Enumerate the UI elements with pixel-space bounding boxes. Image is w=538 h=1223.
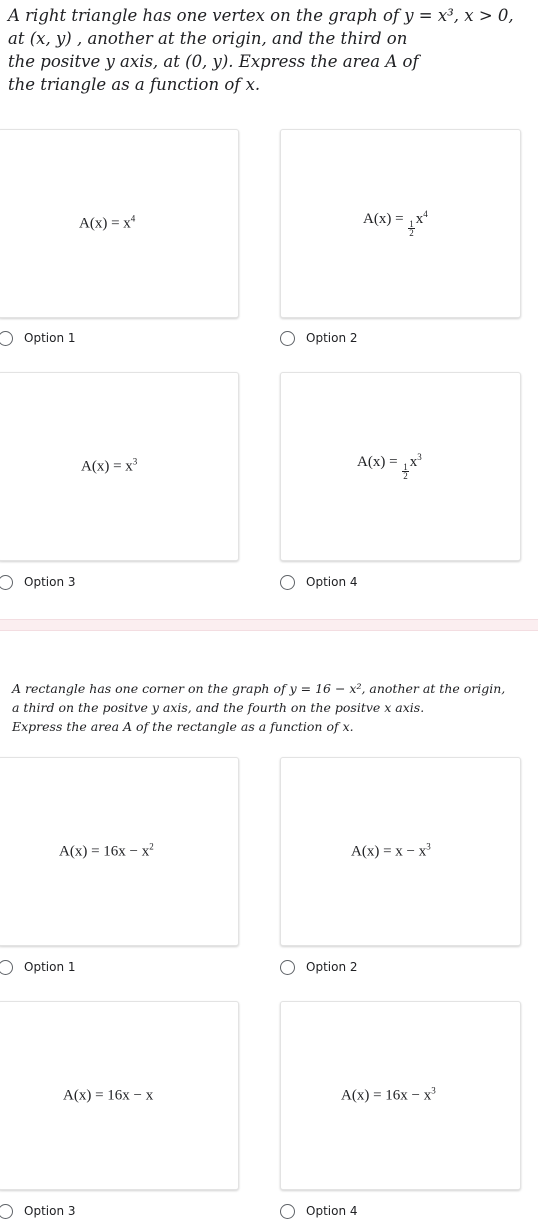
question-1-line: A right triangle has one vertex on the graph of y = x³, x > 0, xyxy=(8,6,514,25)
option-4-label: Option 4 xyxy=(306,575,358,589)
q2-option-1-formula xyxy=(59,843,154,860)
q2-option-3-card[interactable] xyxy=(0,1001,239,1190)
q2-option-1-card[interactable] xyxy=(0,757,239,946)
formula-exponent: 3 xyxy=(417,451,422,462)
formula-text: A(x) = xyxy=(357,453,402,470)
formula-exponent: 3 xyxy=(431,1085,436,1095)
formula-text: A(x) = 16x − x xyxy=(59,843,150,859)
question-2-line: a third on the positve y axis, and the fourth on the positve x axis. xyxy=(12,700,425,715)
fraction-numerator: 1 xyxy=(403,461,408,472)
formula-exponent: 4 xyxy=(423,208,428,219)
question-1-text xyxy=(8,4,533,96)
formula-exponent: 4 xyxy=(130,213,136,223)
fraction xyxy=(402,463,409,480)
formula-exponent: 3 xyxy=(426,841,431,851)
option-4-formula xyxy=(357,451,422,481)
option-1-choice[interactable] xyxy=(0,328,76,348)
q2-option-3-choice[interactable] xyxy=(0,1201,76,1221)
q2-option-3-formula xyxy=(63,1087,153,1104)
formula-variable: x xyxy=(415,210,424,227)
option-4-choice[interactable] xyxy=(280,572,358,592)
q2-option-4-label: Option 4 xyxy=(306,1204,358,1218)
option-2-choice[interactable] xyxy=(280,328,358,348)
formula-variable: x xyxy=(409,453,418,470)
q2-option-3-label: Option 3 xyxy=(24,1204,76,1218)
option-2-card[interactable] xyxy=(280,129,521,318)
option-3-label: Option 3 xyxy=(24,575,76,589)
formula-exponent: 3 xyxy=(132,456,138,466)
option-1-label: Option 1 xyxy=(24,331,76,345)
option-2-radio[interactable] xyxy=(280,331,295,346)
q2-option-2-label: Option 2 xyxy=(306,960,358,974)
formula-text: A(x) = x xyxy=(79,215,131,231)
option-2-label: Option 2 xyxy=(306,331,358,345)
q2-option-2-choice[interactable] xyxy=(280,957,358,977)
option-1-card[interactable] xyxy=(0,129,239,318)
fraction-denominator: 2 xyxy=(403,470,408,481)
option-4-card[interactable] xyxy=(280,372,521,561)
formula-text: A(x) = xyxy=(363,210,408,227)
q2-option-2-radio[interactable] xyxy=(280,960,295,975)
fraction xyxy=(408,220,415,237)
option-3-formula xyxy=(81,458,137,475)
formula-text: A(x) = x xyxy=(81,458,133,474)
option-1-radio[interactable] xyxy=(0,331,13,346)
option-3-card[interactable] xyxy=(0,372,239,561)
question-divider xyxy=(0,619,538,631)
q2-option-3-radio[interactable] xyxy=(0,1204,13,1219)
fraction-numerator: 1 xyxy=(409,218,414,229)
question-2-line: Express the area A of the rectangle as a function of x. xyxy=(12,719,354,734)
question-2-line: A rectangle has one corner on the graph of y = 16 − x², another at the origin, xyxy=(12,681,506,696)
q2-option-4-choice[interactable] xyxy=(280,1201,358,1221)
q2-option-1-radio[interactable] xyxy=(0,960,13,975)
option-2-formula xyxy=(363,208,428,238)
q2-option-1-choice[interactable] xyxy=(0,957,76,977)
question-1-line: at (x, y) , another at the origin, and the third on xyxy=(8,29,408,48)
option-1-formula xyxy=(79,215,135,232)
q2-option-4-card[interactable] xyxy=(280,1001,521,1190)
question-1-line: the positve y axis, at (0, y). Express the area A of xyxy=(8,52,419,71)
q2-option-4-radio[interactable] xyxy=(280,1204,295,1219)
option-4-radio[interactable] xyxy=(280,575,295,590)
q2-option-2-formula xyxy=(351,843,431,860)
option-3-radio[interactable] xyxy=(0,575,13,590)
formula-text: A(x) = x − x xyxy=(351,843,427,859)
option-3-choice[interactable] xyxy=(0,572,76,592)
fraction-denominator: 2 xyxy=(409,227,414,238)
q2-option-2-card[interactable] xyxy=(280,757,521,946)
formula-exponent: 2 xyxy=(149,841,154,851)
question-1-line: the triangle as a function of x. xyxy=(8,75,261,94)
q2-option-1-label: Option 1 xyxy=(24,960,76,974)
formula-text: A(x) = 16x − x xyxy=(63,1087,154,1103)
formula-text: A(x) = 16x − x xyxy=(341,1087,432,1103)
q2-option-4-formula xyxy=(341,1087,436,1104)
question-2-text xyxy=(12,679,532,736)
